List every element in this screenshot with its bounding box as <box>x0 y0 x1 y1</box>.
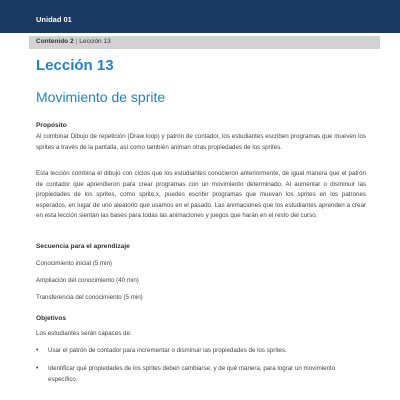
objective-text: Usar el patrón de contador para incrementar o disminuir las propiedades de los sprites. <box>48 347 287 354</box>
objective-text: Identificar qué propiedades de los sprites deben cambiarse, y de qué manera, para lograr un movimiento específico. <box>48 365 336 383</box>
bullet-mark: • <box>36 347 39 354</box>
unit-label: Unidad 01 <box>36 15 72 24</box>
breadcrumb-separator: | <box>75 38 78 45</box>
breadcrumb <box>36 38 111 45</box>
bullet-mark: • <box>36 365 39 372</box>
sequence-item: Transferencia del conocimiento (5 min) <box>36 294 143 301</box>
sequence-item: Conocimiento inicial (5 min) <box>36 260 112 267</box>
sequence-item: Ampliación del conocimiento (40 min) <box>36 277 139 284</box>
objectives-heading: Objetivos <box>36 315 67 322</box>
objective-bullet <box>36 346 366 357</box>
content-breadcrumb-bar <box>29 36 380 49</box>
lesson-title: Lección 13 <box>36 57 114 74</box>
purpose-paragraph-2: Esta lección combina el dibujo con ciclos que los estudiantes conocieron anteriormente, de igual manera que el patrón de contador que aprendieron para crear programas con un movimiento determinado. Al aumentar o disminuir las propiedades de los sprites, como sprite.x, puedes escribir programas que muevan los sprites en los patrones esperados, en lugar de uno aleatorio que usamos en el pasado. Las animaciones que los estudiantes aprenden a crear en esta lección sientan las bases para todas las animaciones y juegos que harán en el resto del curso. <box>36 170 366 219</box>
sequence-heading: Secuencia para el aprendizaje <box>36 243 130 250</box>
lesson-subtitle: Movimiento de sprite <box>36 89 166 105</box>
objective-bullet <box>36 364 366 385</box>
objectives-intro: Los estudiantes serán capaces de: <box>36 330 132 337</box>
content-label: Contenido 2 <box>36 38 74 45</box>
unit-header-bar <box>0 0 400 33</box>
purpose-heading: Propósito <box>36 122 67 129</box>
lesson-ref: Lección 13 <box>79 38 111 45</box>
purpose-paragraph-1: Al combinar Dibujo de repetición (Draw loop) y patrón de contador, los estudiantes escriben programas que mueven los sprites a través de la pantalla, así como también animan otras propiedades de los sprites. <box>36 133 366 151</box>
